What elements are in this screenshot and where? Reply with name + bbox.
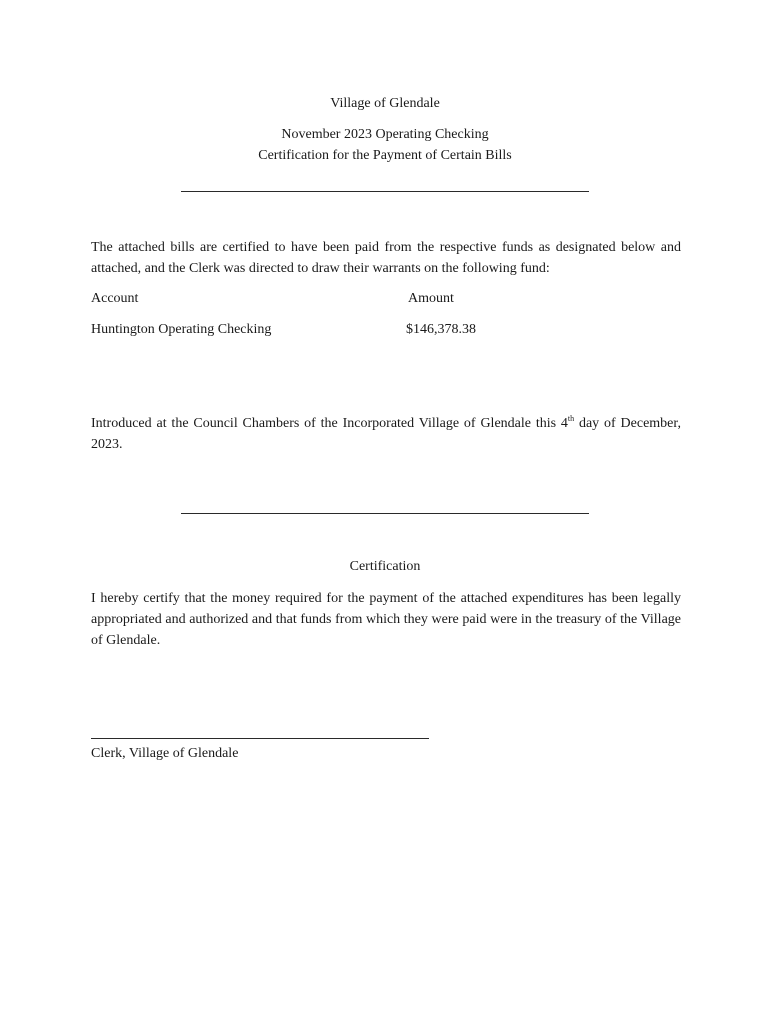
introduced-paragraph [91, 413, 681, 455]
intro-paragraph: The attached bills are certified to have been paid from the respective funds as designated below and attached, and the Clerk was directed to draw their warrants on the following fund: [91, 240, 681, 276]
amount-column-header: Amount [408, 291, 454, 306]
document-subtitle: Certification for the Payment of Certain Bills [258, 148, 512, 163]
header-divider [181, 191, 589, 192]
document-title: November 2023 Operating Checking [281, 127, 489, 142]
ordinal-suffix: th [567, 414, 575, 423]
signature-line [91, 738, 429, 739]
account-amount: $146,378.38 [406, 322, 476, 337]
section-divider [181, 513, 589, 514]
introduced-text: Introduced at the Council Chambers of the Incorporated Village of Glendale this 4 [91, 416, 568, 431]
certification-heading: Certification [349, 559, 421, 574]
signature-label: Clerk, Village of Glendale [91, 746, 239, 761]
introduced-date: day of December, 2023. [91, 416, 681, 452]
certification-paragraph: I hereby certify that the money required for the payment of the attached expenditures has been legally appropriated and authorized and that funds from which they were paid were in the treasury of the Village of Glendale. [91, 591, 681, 648]
village-name: Village of Glendale [330, 96, 440, 111]
account-column-header: Account [91, 291, 139, 306]
account-name: Huntington Operating Checking [91, 322, 272, 337]
